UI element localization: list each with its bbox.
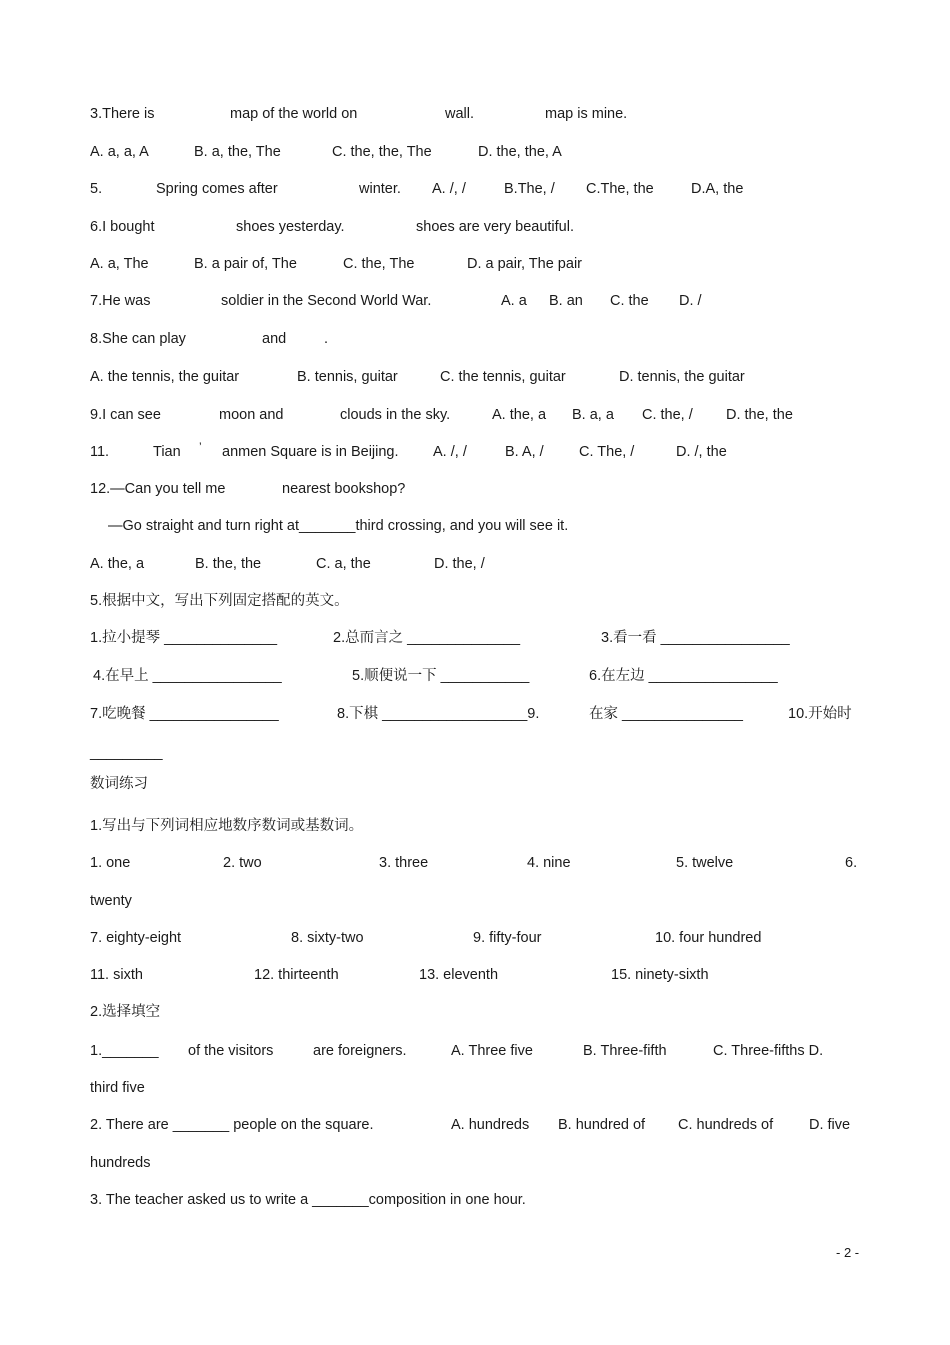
line-q12 [0,479,950,499]
text-segment: anmen Square is in Beijing. [222,444,399,460]
text-segment: 3. three [379,855,429,871]
text-segment: D.A, the [691,181,744,197]
text-segment: D. five [809,1117,851,1133]
text-segment: and [262,331,287,347]
text-segment: _________ [90,745,163,761]
text-segment: D. the, the [726,407,793,423]
text-segment: C. the [610,293,649,309]
text-segment: B. a, the, The [194,144,281,160]
text-segment: C. a, the [316,556,371,572]
text-segment: A. /, / [432,181,466,197]
line-num1-row1 [0,853,950,873]
text-segment: of the visitors [188,1043,274,1059]
text-segment: 13. eleventh [419,967,499,983]
text-segment: D. tennis, the guitar [619,369,745,385]
text-segment: A. hundreds [451,1117,530,1133]
text-segment: A. the, a [492,407,547,423]
text-segment: B. Three-fifth [583,1043,667,1059]
text-segment: C. hundreds of [678,1117,774,1133]
text-segment: 5. twelve [676,855,734,871]
text-segment: 在家 _______________ [589,706,743,722]
text-segment: moon and [219,407,284,423]
text-segment: soldier in the Second World War. [221,293,432,309]
text-segment: 2.总而言之 ______________ [333,630,521,646]
text-segment: 数词练习 [90,776,148,792]
text-segment: shoes are very beautiful. [416,219,574,235]
line-q7 [0,291,950,311]
text-segment: A. the, a [90,556,145,572]
text-segment: . [324,331,329,347]
text-segment: nearest bookshop? [282,481,406,497]
text-segment: C. the, the, The [332,144,432,160]
line-sec5-row3 [0,704,950,724]
line-q9 [0,405,950,425]
text-segment: 1. one [90,855,131,871]
line-q8-options [0,367,950,387]
text-segment: shoes yesterday. [236,219,345,235]
text-segment: 2.选择填空 [90,1004,161,1020]
text-segment: B. an [549,293,583,309]
line-num1-title [0,816,950,836]
text-segment: Tian [153,444,181,460]
text-segment: 8.下棋 __________________9. [337,706,540,722]
line-q12-reply [0,516,950,536]
text-segment: 1.拉小提琴 ______________ [90,630,278,646]
text-segment: 2. There are _______ people on the square. [90,1117,374,1133]
text-segment: B. a, a [572,407,614,423]
line-q3-options [0,142,950,162]
line-sec5-row3-cont [0,743,950,763]
line-q8 [0,329,950,349]
line-num2-q2 [0,1115,950,1135]
text-segment: 15. ninety-sixth [611,967,709,983]
line-q5 [0,179,950,199]
text-segment: C. Three-fifths D. [713,1043,824,1059]
text-segment: clouds in the sky. [340,407,451,423]
text-segment: 10. four hundred [655,930,762,946]
text-segment: C. the tennis, guitar [440,369,566,385]
text-segment: 3. The teacher asked us to write a _______composition in one hour. [90,1192,526,1208]
text-segment: hundreds [90,1155,151,1171]
text-segment: 4. nine [527,855,571,871]
text-segment: winter. [359,181,401,197]
text-segment: A. /, / [433,444,467,460]
line-sec5-title [0,591,950,611]
line-sec5-row2 [0,666,950,686]
line-q6 [0,217,950,237]
text-segment: Spring comes after [156,181,278,197]
line-num2-q3 [0,1190,950,1210]
text-segment: map of the world on [230,106,358,122]
text-segment: 3.看一看 ________________ [601,630,790,646]
text-segment: 5.顺便说一下 ___________ [352,668,530,684]
text-segment: 10.开始时 [788,706,852,722]
text-segment: D. a pair, The pair [467,256,582,272]
text-segment: 8. sixty-two [291,930,364,946]
line-num1-row1-cont [0,891,950,911]
page-number: - 2 - [836,1245,860,1260]
text-segment: 2. two [223,855,262,871]
text-segment: 11. [90,444,110,460]
text-segment: A. a, a, A [90,144,149,160]
text-segment: map is mine. [545,106,628,122]
text-segment: 12. thirteenth [254,967,339,983]
line-num2-q1 [0,1041,950,1061]
text-segment: 3.There is [90,106,155,122]
text-segment: A. a, The [90,256,149,272]
text-segment: D. /, the [676,444,727,460]
text-segment: 9. fifty-four [473,930,542,946]
line-num1-row3 [0,965,950,985]
line-sec5-row1 [0,628,950,648]
text-segment: A. Three five [451,1043,533,1059]
text-segment: 5.根据中文，写出下列固定搭配的英文。 [90,593,349,609]
text-segment: B. tennis, guitar [297,369,398,385]
line-q12-options [0,554,950,574]
text-segment: 7.吃晚餐 ________________ [90,706,279,722]
text-segment: are foreigners. [313,1043,407,1059]
line-numerals-title [0,774,950,794]
text-segment: 8.She can play [90,331,186,347]
text-segment: B. the, the [195,556,262,572]
text-segment: D. the, / [434,556,485,572]
text-segment: B.The, / [504,181,555,197]
text-segment: 11. sixth [90,967,143,983]
text-segment: 4.在早上 ________________ [93,668,282,684]
text-segment: 7. eighty-eight [90,930,182,946]
text-segment: C. the, / [642,407,693,423]
line-num2-q2-cont [0,1153,950,1173]
text-segment: —Go straight and turn right at_______third crossing, and you will see it. [108,518,569,534]
text-segment: 9.I can see [90,407,161,423]
text-segment: 6. [845,855,858,871]
line-q11 [0,442,950,462]
text-segment: twenty [90,893,132,909]
line-num2-title [0,1002,950,1022]
text-segment: C. The, / [579,444,635,460]
text-segment: 12.—Can you tell me [90,481,226,497]
text-segment: C.The, the [586,181,654,197]
text-segment: 5. [90,181,103,197]
text-segment: 1._______ [90,1043,159,1059]
text-segment: B. hundred of [558,1117,646,1133]
text-segment: A. the tennis, the guitar [90,369,240,385]
line-num1-row2 [0,928,950,948]
text-segment: D. the, the, A [478,144,562,160]
line-num2-q1-cont [0,1078,950,1098]
text-segment: B. a pair of, The [194,256,297,272]
text-segment: wall. [445,106,475,122]
line-q6-options [0,254,950,274]
text-segment: D. / [679,293,702,309]
text-segment: 6.在左边 ________________ [589,668,778,684]
text-segment: 6.I bought [90,219,155,235]
line-q3 [0,104,950,124]
text-segment: C. the, The [343,256,415,272]
text-segment: 7.He was [90,293,151,309]
text-segment: B. A, / [505,444,544,460]
text-segment: 1.写出与下列词相应地数序数词或基数词。 [90,818,364,834]
text-segment: ’ [199,440,202,454]
text-segment: A. a [501,293,527,309]
text-segment: third five [90,1080,145,1096]
